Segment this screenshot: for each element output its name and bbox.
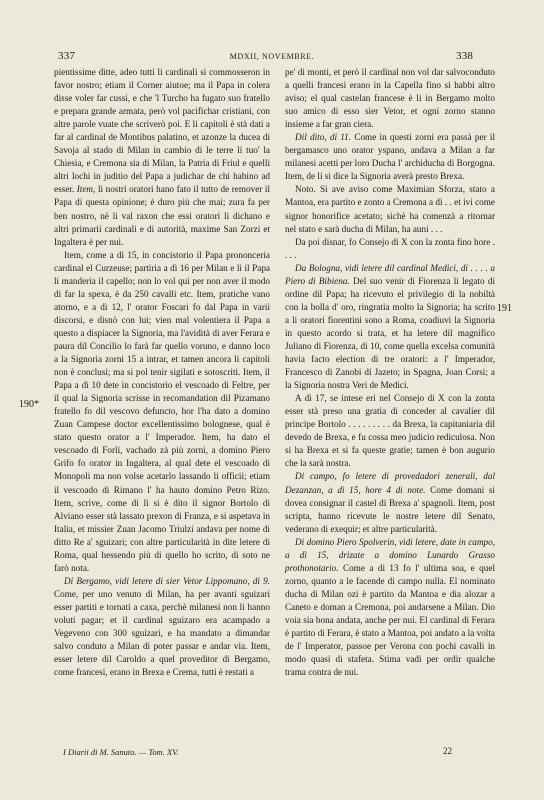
signature-number: 22	[443, 746, 452, 756]
paragraph-text: pientissime ditte, adeo tutti li cardinali si commosseron in favor nostro; etiam il Corner aiutoe; ma il Papa in colera disse voler far cussi, e che 'l Turcho ha fugato suo fratello e prepara grande armata, però vol pacifichar cristiani, con altre parole vuate che scriverò poi. E li capitoli è stà dati a far al cardinal de Montibus palatino, et azonze la ducea di Savoja al stado di Milan in cambio di le terre li tuo' la Chiesia, e Cremona sia di Milan, la Patria di Friul e quelli altri lochi in juditio del Papa a judichar de chi habino ad esser.	[54, 67, 270, 195]
paragraph-text: Come domani si dovea consignar il castel di Brexa a' spagnoli. Item, post scripta, hanno ricevute le nostre letere dil Senato, vederano di exequir; et altre particularità.	[285, 484, 495, 534]
paragraph-text: A dì 17, se intese eri nel Consejo di X con la zonta esser stà preso una gratia di conceder al cavalier dil principe Bortolo . . . . . . . . . da Brexa, la capitaniaria dil devedo de Brexa, e fu cossa meo judicio rediculosa. Non si ha Brexa et si fa queste gratie; tamen è bon augurio che la sarà nostra.	[285, 393, 495, 469]
paragraph	[285, 262, 495, 392]
letter-heading: Dil dito, di 11.	[295, 132, 352, 143]
item-marker: Item,	[76, 184, 96, 195]
letter-heading: Da Bologna, vidi letere dil cardinal Medici, di . . . . a Piero di Bibiena.	[285, 262, 495, 286]
paragraph-text: Del suo venir di Fiorenza li legato di ordine dil Papa; ha ricevuto el privilegio di la nobiltà con la bolla d' oro, ringratia molto la Signoria; ha scrito a li oratori fiorentini sono a Roma, coadiuvi la Signoria in questo acordo si trata, et ha letere dil magnifico Juliano di Fiorenza, di 10, come quella excelsa comunità havia facto election di tre oratori: a l' Imperador, Francesco di Zanobi di Jazeto; in Spagna, Joan Corsi; a la Signoria nostra Veri de Medici.	[285, 275, 496, 391]
paragraph-text: Come a dì 13 fo l' ultima soa, e quel zorno, quanto a le facende di campo nulla. El nominato ducha di Milan ozi è partito da Mantoa e dia alozar a Caneto e doman a Cremona, poi andarsene a Milan. Dio voia sia bona andata, anche per nui. El cardinal di Ferara è partito di Ferara, è stato a Mantoa, poi andato a la volta de l' Imperator, passoe per Verona con pochi cavalli in modo quasi di stafeta. Stima vadi per ordir qualche trama contra de nui.	[285, 562, 495, 678]
page-number-left: 337	[58, 50, 76, 62]
margin-number-left: 190*	[19, 399, 39, 410]
paragraph	[54, 575, 270, 679]
page-number-right: 338	[456, 50, 474, 62]
paragraph	[54, 249, 270, 575]
paragraph-text: Come, per uno venuto di Milan, ha per avanti sguizari esser partiti e tornati a caxa, perchè milanesi non li hanno voluti pagar; et il cardinal sguizaro era acampado a Vegeveno con 300 sguizari, e ha mandato a dimandar salvo conduto a Milan di poter passar e andar via. Item, esser letere dil Caroldo a quel proveditor di Bergamo, come francesi, erano in Brexa e Crema, tutti è restati a	[54, 588, 270, 678]
paragraph	[285, 536, 495, 680]
paragraph-text: Item, come a dì 15, in concistorio il Papa prononceria cardinal el Curzeuse; partiria a dì 16 per Milan e li il Papa li manderia il capello; non lo vol qui per non aver il modo di far la spexa, è da 250 cavalli etc. Item, pratiche vano atorno, e a dì 12, l' orator Foscari fo dal Papa in varii discorsi, e disnò con lui; vien mal volentiera il Papa a questo a dispiacer la Signoria, ma l'avidità di aver Ferara e paura dil Concilio lo farà far quello voruno, e danno loco a la Signoria zorni 15 a intrar, et tamen ancora li capitoli non è conclusi; ma si pol tenir sigilati e sotoscriti. Item, il Papa a dì 10 dete in concistorio el vescoado di Feltre, per il qual la Signoria scrisse in recomandation dil Pizamano fratello fo dil vescovo defuncto, hor l'ha dato a domino Zuan Campese doctor excellentissimo bolognese, qual è stato questo orator a l' Imperador. Item, ha dato el vescoado di Forlì, vachado zà più zorni, a domino Piero Grifo fo orator in Ingaltera, al qual dete el vescoado di Monopoli ma non volse acetarlo lassando li officii; etiam il vescoado di Rimano l' ha hauto domino Petro Rizo. Item, scrive, come di lì si è dito il signor Bortolo di Alviano esser stà lassato prexon di Franza, e si aspetava in Italia, et missier Zuan Jacomo Triulzi andava per nome di ditto Re a' sguizari; con altre particularità in dite letere di Roma, qual hessendo più di quello ho scrito, di soto ne farò nota.	[54, 249, 270, 573]
paragraph-text: li nostri oratori hano fato il tutto de remover il Papa di questa opinione; è duro più che mai; zura fa per ben nostro, nè li val raxon che essi oratori li dichano e altri primarii cardinali e di autorità, maxime San Zorzi et Ingaltera è per nui.	[54, 184, 271, 247]
paragraph	[285, 66, 495, 131]
right-column	[285, 66, 495, 679]
letter-heading: Di domino Piero Spolverin, vidi letere, date in campo, a dì 15, drizate a domino Lunardo Grasso prothonotario.	[285, 536, 495, 573]
paragraph	[285, 236, 495, 262]
paragraph-text: pe' di monti, et però il cardinal non vol dar salvoconduto a quelli francesi erano in la Capella fino si habbi altro aviso; el qual castelan francese è li in Bergamo molto suo amico di esso sier Vetor, et ogni zorno stanno insieme a far gran ciera.	[285, 67, 495, 130]
margin-number-right: 191	[497, 303, 512, 314]
paragraph	[285, 392, 495, 470]
letter-heading: Di Bergamo, vidi letere di sier Vetor Lippomano, di 9.	[64, 575, 270, 586]
paragraph	[285, 183, 495, 235]
paragraph-text: Da poi disnar, fo Consejo di X con la zonta fino hore . . . .	[285, 236, 495, 260]
running-header: MDXII, NOVEMBRE.	[229, 52, 315, 61]
paragraph-text: Noto. Si ave aviso come Maximian Sforza, stato a Mantoa, era partito e zonto a Cremona a dì . . et ivi come signor honorifice acetato; sichè ha comenzà a ritornar nel stato e sarà ducha di Milan, ha auni . . .	[285, 184, 495, 234]
paragraph	[54, 66, 270, 249]
footer-citation: I Diarii di M. Sanuto. — Tom. XV.	[63, 747, 179, 757]
left-column	[54, 66, 270, 679]
paragraph	[285, 131, 495, 183]
paragraph	[285, 470, 495, 535]
letter-heading: Di campo, fo letere di provedadori zenerali, dal Dezanzan, a dì 15, hore 4 di note.	[285, 471, 495, 495]
paragraph-text: Come in questi zorni era passà per il bergamasco uno orator yspano, andava a Milan a far milanesi acetti per loro Ducha l' archiducha di Borgogna. Item, de li si dice la Signoria averà presto Brexa.	[285, 132, 496, 182]
